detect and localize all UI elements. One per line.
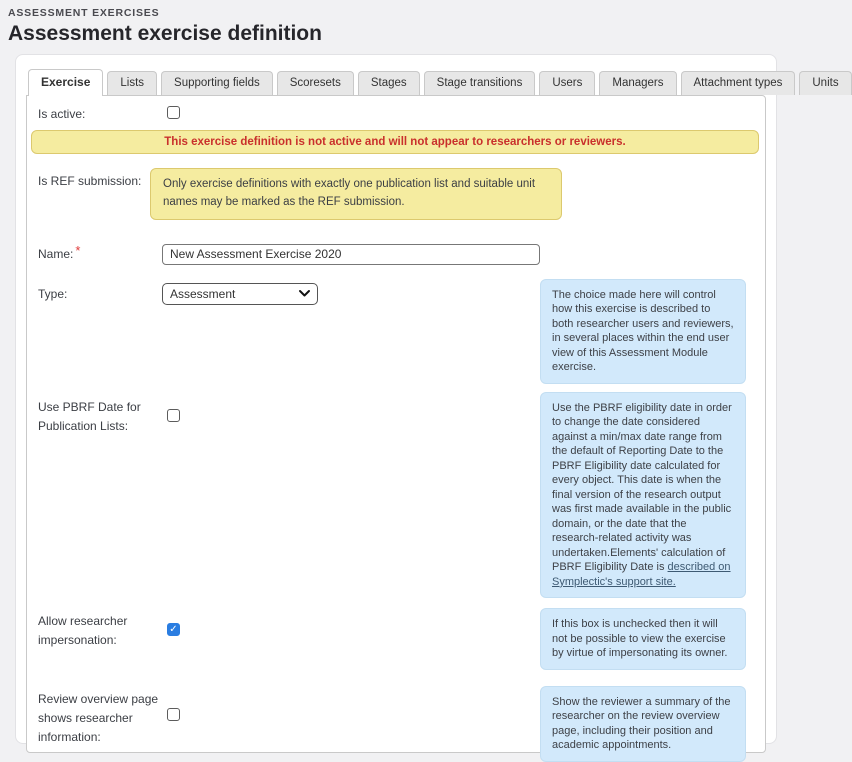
use-pbrf-date-info-box (540, 392, 746, 599)
review-overview-checkbox[interactable] (167, 708, 180, 721)
review-overview-info-box: Show the reviewer a summary of the researcher on the review overview page, including their position and academic appointments. (540, 686, 746, 762)
row-name (38, 244, 746, 265)
page-title: Assessment exercise definition (8, 22, 322, 45)
tab-managers[interactable]: Managers (599, 71, 676, 95)
type-label: Type: (38, 286, 68, 301)
tab-attachment-types[interactable]: Attachment types (681, 71, 796, 95)
row-type (38, 279, 746, 384)
tab-exercise[interactable]: Exercise (28, 69, 103, 96)
required-indicator: * (75, 242, 81, 258)
row-is-ref-submission (38, 168, 746, 220)
tab-bar (28, 69, 839, 95)
is-active-checkbox[interactable] (167, 106, 180, 119)
breadcrumb: ASSESSMENT EXERCISES (8, 7, 160, 19)
row-allow-impersonation (38, 608, 746, 670)
tab-stage-transitions[interactable]: Stage transitions (424, 71, 536, 95)
tab-lists[interactable]: Lists (107, 71, 157, 95)
tab-scoresets[interactable]: Scoresets (277, 71, 354, 95)
row-review-overview (38, 686, 746, 762)
review-overview-label: Review overview page shows researcher information: (38, 691, 159, 744)
use-pbrf-date-label: Use PBRF Date for Publication Lists: (38, 399, 141, 433)
exercise-form (26, 95, 766, 753)
allow-impersonation-checkbox[interactable] (167, 623, 180, 636)
tab-users[interactable]: Users (539, 71, 595, 95)
type-select-value: Assessment (170, 286, 236, 301)
row-is-active (38, 105, 746, 124)
tab-supporting-fields[interactable]: Supporting fields (161, 71, 273, 95)
use-pbrf-date-help-text: Use the PBRF eligibility date in order to change the date considered against a min/max date range from the default of Reporting Date to the PBRF Eligibility date calculated for every object. This date is when the final version of the research output was first made available in the public domain, or the date that the research-related activity was undertaken.Elements' calculation of PBRF Eligibility Date is (552, 401, 732, 574)
use-pbrf-date-checkbox[interactable] (167, 409, 180, 422)
is-active-label: Is active: (38, 107, 86, 121)
row-use-pbrf-date (38, 392, 746, 599)
allow-impersonation-info-box: If this box is unchecked then it will not be possible to view the exercise by virtue of impersonating its owner. (540, 608, 746, 670)
inactive-warning-banner: This exercise definition is not active and will not appear to researchers or reviewers. (31, 130, 759, 154)
type-select[interactable] (162, 283, 318, 305)
allow-impersonation-label: Allow researcher impersonation: (38, 614, 128, 648)
pbrf-support-link[interactable]: described on Symplectic's support site. (552, 561, 731, 588)
type-info-box: The choice made here will control how this exercise is described to both researcher users and reviewers, in several places within the end user view of this Assessment Module exercise. (540, 279, 746, 384)
tab-stages[interactable]: Stages (358, 71, 420, 95)
is-ref-submission-label: Is REF submission: (38, 173, 142, 188)
name-input[interactable] (162, 244, 540, 265)
chevron-down-icon (299, 290, 310, 297)
name-label: Name: * (38, 242, 81, 261)
is-ref-submission-help: Only exercise definitions with exactly one publication list and suitable unit names may be marked as the REF submission. (150, 168, 562, 220)
panel (15, 54, 839, 752)
tab-units[interactable]: Units (799, 71, 851, 95)
